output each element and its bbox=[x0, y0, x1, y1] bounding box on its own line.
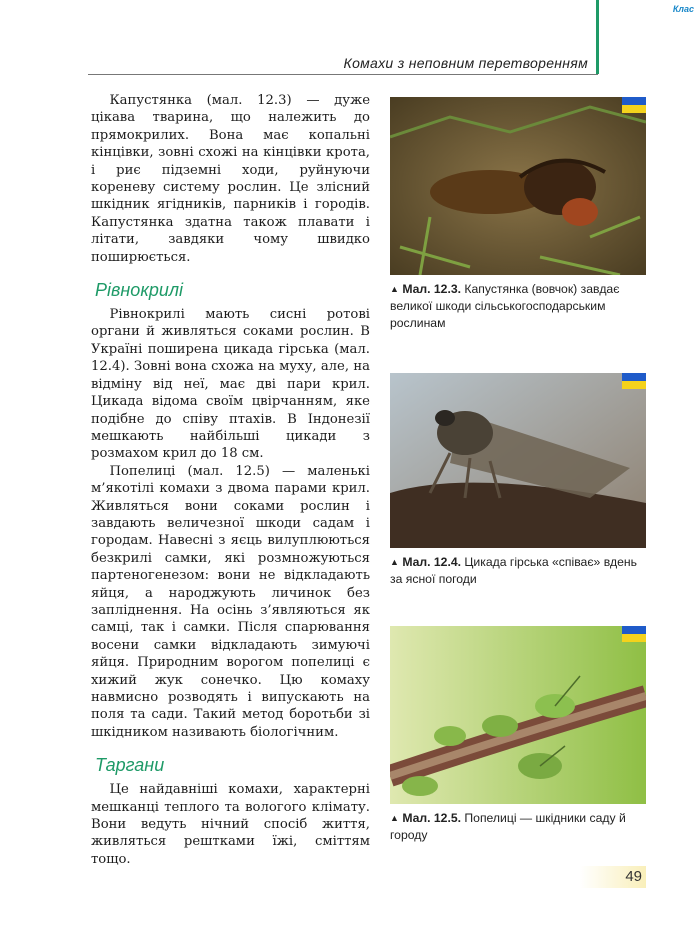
paragraph-mole-cricket: Капустянка (мал. 12.3) — дуже цікава тварина, що належить до прямокрилих. Вона має копальні кінцівки, зовні схожі на кінцівки крота, і риє підземні ходи, руйнуючи кореневу систему рослин. Це злісний шкідник ягідників, парників і городів. Капустянка здатна також плавати і літати, завдяки чому швидко поширюється. bbox=[91, 93, 370, 265]
caption-marker-icon: ▲ bbox=[390, 557, 399, 567]
ukraine-flag-icon bbox=[622, 97, 646, 113]
figure-cicada bbox=[390, 373, 646, 588]
cicada-photo bbox=[390, 373, 646, 548]
caption-text: Цикада гірська «співає» вдень за ясної погоди bbox=[390, 555, 638, 586]
caption-number: Мал. 12.3. bbox=[402, 282, 462, 296]
paragraph-homoptera: Рівнокрилі мають сисні ротові органи й живляться соками рослин. В Україні поширена цикада гірська (мал. 12.4). Зовні вона схожа на муху, але, на відміну від неї, має дві пари крил. Цикада відома своїм цвірчанням, яке подібне до співу птахів. В Індонезії мешкають найбільші цикади з розмахом крил до 18 см. bbox=[91, 307, 370, 462]
caption-number: Мал. 12.5. bbox=[402, 811, 462, 825]
figure-aphids bbox=[390, 626, 646, 844]
page-number: 49 bbox=[580, 866, 646, 888]
paragraph-aphids: Попелиці (мал. 12.5) — маленькі м’якотілі комахи з двома парами крил. Живляться вони соками рослин і завдають величезної шкоди садам і городам. Навесні з яєць вилуплюються безкрилі самки, які розмножуються партеногенезом: вони не відкладають яйця, а народжують личинок без запліднення. На осінь з’являються як самці, так і самки. Після спарювання восени самки відкладають зимуючі яйця. Природним ворогом попелиці є хижий жук сонечко. Цю комаху навмисно розводять і випускають на поля та сади. Такий метод боротьби зі шкідником називають біологічним. bbox=[91, 463, 370, 740]
figure-caption bbox=[390, 810, 646, 844]
section-heading-cockroaches: Таргани bbox=[95, 755, 165, 776]
paragraph-cockroaches: Це найдавніші комахи, характерні мешканці теплого та вологого клімату. Вони ведуть нічний спосіб життя, живляться рештками їжі, сміттям тощо. bbox=[91, 782, 370, 867]
ukraine-flag-icon bbox=[622, 626, 646, 642]
caption-marker-icon: ▲ bbox=[390, 813, 399, 823]
figure-caption bbox=[390, 281, 646, 332]
caption-text: Капустянка (вовчок) завдає великої шкоди сільськогосподарським рослинам bbox=[390, 282, 620, 330]
publisher-logo: Клас bbox=[672, 4, 694, 14]
header-rule bbox=[88, 74, 598, 75]
figure-caption bbox=[390, 554, 646, 588]
figure-mole-cricket bbox=[390, 97, 646, 332]
caption-number: Мал. 12.4. bbox=[402, 555, 462, 569]
running-head: Комахи з неповним перетворенням bbox=[343, 55, 588, 71]
header-accent-bar bbox=[596, 0, 599, 74]
caption-text: Попелиці — шкідники саду й городу bbox=[390, 811, 626, 842]
aphids-photo bbox=[390, 626, 646, 804]
ukraine-flag-icon bbox=[622, 373, 646, 389]
section-heading-homoptera: Рівнокрилі bbox=[95, 280, 183, 301]
main-text-column bbox=[91, 92, 370, 868]
mole-cricket-photo bbox=[390, 97, 646, 275]
caption-marker-icon: ▲ bbox=[390, 284, 399, 294]
